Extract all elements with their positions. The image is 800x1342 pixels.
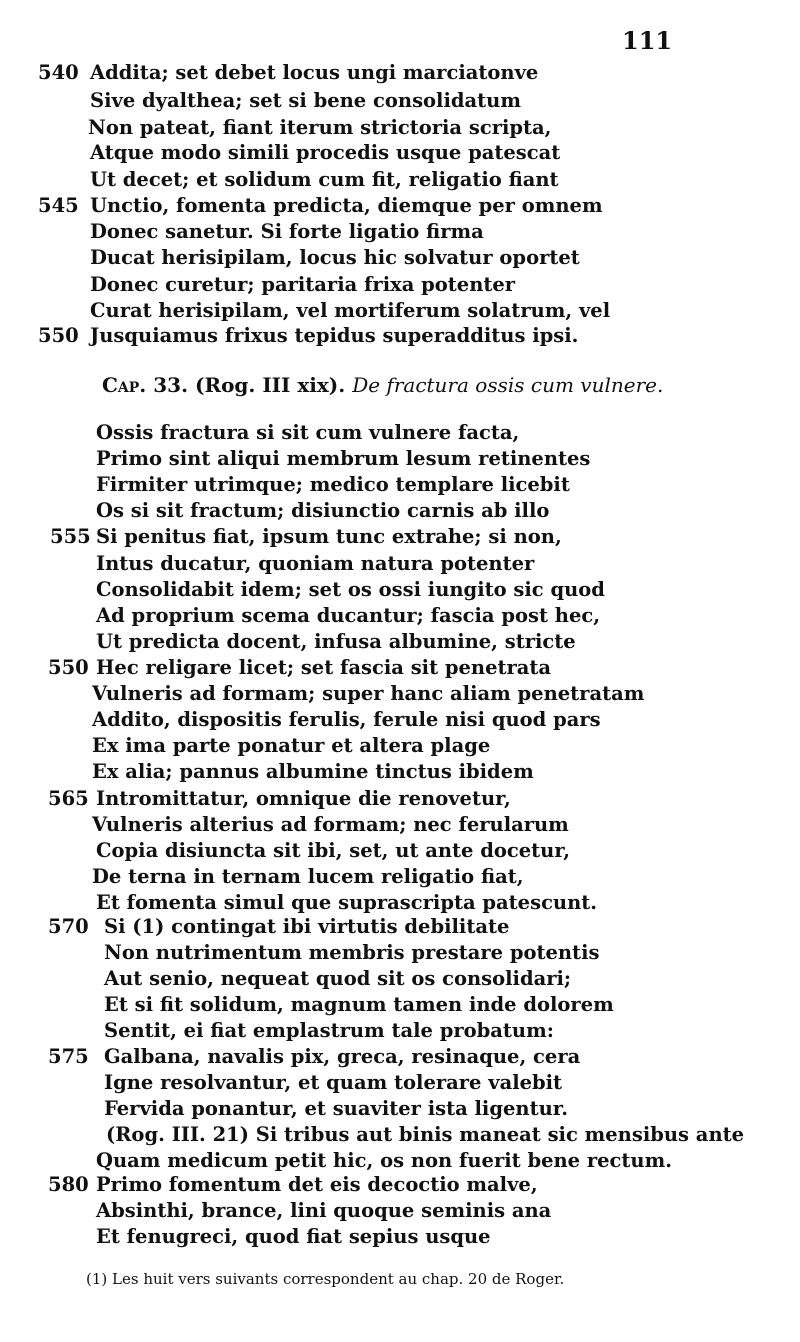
verse-line: [0, 681, 800, 707]
verse-text: Non nutrimentum membris prestare potentis: [104, 941, 600, 964]
chapter-number: Cap. 33.: [102, 373, 189, 397]
verse-text: Primo fomentum det eis decoctio malve,: [96, 1173, 538, 1196]
verse-text: Consolidabit idem; set os ossi iungito sic quod: [96, 578, 605, 601]
verse-text: Sentit, ei fiat emplastrum tale probatum:: [104, 1019, 554, 1042]
verse-line: [0, 420, 800, 446]
verse-line: [0, 577, 800, 603]
verse-line: [0, 167, 800, 193]
verse-line: [0, 193, 800, 219]
verse-line: [0, 992, 800, 1018]
verse-text: Os si sit fractum; disiunctio carnis ab illo: [96, 499, 550, 522]
verse-line: [0, 472, 800, 498]
verse-text: Donec sanetur. Si forte ligatio firma: [90, 220, 484, 243]
verse-text: (Rog. III. 21) Si tribus aut binis maneat sic mensibus ante: [106, 1123, 745, 1146]
verse-line: [0, 603, 800, 629]
verse-line: [0, 551, 800, 577]
verse-text: Et fenugreci, quod fiat sepius usque: [96, 1225, 491, 1248]
verse-text: Hec religare licet; set fascia sit penetrata: [96, 656, 552, 679]
verse-text: Ad proprium scema ducantur; fascia post hec,: [96, 604, 601, 627]
verse-line: [0, 60, 800, 86]
verse-text: Vulneris alterius ad formam; nec ferularum: [92, 813, 569, 836]
verse-text: Intromittatur, omnique die renovetur,: [96, 787, 511, 810]
verse-text: Et si fit solidum, magnum tamen inde dolorem: [104, 993, 614, 1016]
verse-text: Vulneris ad formam; super hanc aliam penetratam: [92, 682, 645, 705]
verse-text: Galbana, navalis pix, greca, resinaque, cera: [104, 1045, 581, 1068]
line-number: 550: [48, 656, 89, 679]
verse-line: [0, 1096, 800, 1122]
verse-line: [0, 914, 800, 940]
verse-line: [0, 786, 800, 812]
verse-line: [0, 1122, 800, 1148]
verse-line: [0, 812, 800, 838]
verse-line: [0, 1018, 800, 1044]
verse-text: Aut senio, nequeat quod sit os consolidari;: [104, 967, 572, 990]
chapter-reference: (Rog. III xix).: [188, 373, 353, 397]
verse-line: [0, 88, 800, 114]
verse-line: [0, 140, 800, 166]
verse-line: [0, 629, 800, 655]
verse-line: [0, 524, 800, 550]
verse-text: Ut predicta docent, infusa albumine, stricte: [96, 630, 576, 653]
verse-text: Firmiter utrimque; medico templare licebit: [96, 473, 570, 496]
verse-line: [0, 498, 800, 524]
verse-text: Atque modo simili procedis usque patescat: [90, 141, 561, 164]
verse-line: [0, 864, 800, 890]
verse-text: Absinthi, brance, lini quoque seminis ana: [96, 1199, 552, 1222]
line-number: 570: [48, 915, 89, 938]
line-number: 580: [48, 1173, 89, 1196]
verse-text: Si (1) contingat ibi virtutis debilitate: [104, 915, 510, 938]
verse-text: Unctio, fomenta predicta, diemque per omnem: [90, 194, 603, 217]
verse-line: [0, 966, 800, 992]
verse-line: [0, 733, 800, 759]
verse-text: Addito, dispositis ferulis, ferule nisi quod pars: [92, 708, 601, 731]
line-number: 545: [38, 194, 79, 217]
line-number: 575: [48, 1045, 89, 1068]
verse-text: Curat herisipilam, vel mortiferum solatrum, vel: [90, 299, 611, 322]
verse-line: [0, 759, 800, 785]
verse-line: [0, 1198, 800, 1224]
verse-text: Ducat herisipilam, locus hic solvatur oportet: [90, 246, 580, 269]
verse-text: Quam medicum petit hic, os non fuerit bene rectum.: [96, 1149, 673, 1172]
verse-line: [0, 298, 800, 324]
verse-line: [0, 1148, 800, 1174]
line-number: 555: [50, 525, 91, 548]
verse-text: Non pateat, fiant iterum strictoria scripta,: [88, 116, 552, 139]
verse-text: Intus ducatur, quoniam natura potenter: [96, 552, 535, 575]
verse-line: [0, 707, 800, 733]
verse-line: [0, 1224, 800, 1250]
chapter-heading: [102, 372, 663, 398]
page-number: 111: [622, 26, 673, 55]
verse-line: [0, 446, 800, 472]
verse-line: [0, 655, 800, 681]
verse-line: [0, 219, 800, 245]
verse-line: [0, 323, 800, 349]
verse-text: Fervida ponantur, et suaviter ista ligentur.: [104, 1097, 569, 1120]
verse-text: Ex alia; pannus albumine tinctus ibidem: [92, 760, 534, 783]
verse-text: Ossis fractura si sit cum vulnere facta,: [96, 421, 520, 444]
verse-text: Copia disiuncta sit ibi, set, ut ante docetur,: [96, 839, 570, 862]
verse-line: [0, 1044, 800, 1070]
verse-line: [0, 838, 800, 864]
footnote: (1) Les huit vers suivants correspondent au chap. 20 de Roger.: [86, 1270, 565, 1288]
verse-text: Ex ima parte ponatur et altera plage: [92, 734, 491, 757]
verse-text: Addita; set debet locus ungi marciatonve: [90, 61, 539, 84]
verse-text: Donec curetur; paritaria frixa potenter: [90, 273, 516, 296]
verse-text: Ut decet; et solidum cum fit, religatio fiant: [90, 168, 559, 191]
verse-text: Si penitus fiat, ipsum tunc extrahe; si non,: [96, 525, 562, 548]
line-number: 565: [48, 787, 89, 810]
verse-text: De terna in ternam lucem religatio fiat,: [92, 865, 524, 888]
verse-text: Jusquiamus frixus tepidus superadditus ipsi.: [90, 324, 579, 347]
verse-text: Sive dyalthea; set si bene consolidatum: [90, 89, 521, 112]
verse-line: [0, 245, 800, 271]
verse-line: [0, 890, 800, 916]
verse-line: [0, 272, 800, 298]
chapter-title: De fractura ossis cum vulnere.: [352, 373, 664, 397]
verse-text: Igne resolvantur, et quam tolerare valebit: [104, 1071, 563, 1094]
verse-text: Primo sint aliqui membrum lesum retinentes: [96, 447, 591, 470]
line-number: 550: [38, 324, 79, 347]
verse-line: [0, 940, 800, 966]
verse-text: Et fomenta simul que suprascripta patescunt.: [96, 891, 598, 914]
verse-line: [0, 115, 800, 141]
verse-line: [0, 1172, 800, 1198]
line-number: 540: [38, 61, 79, 84]
verse-line: [0, 1070, 800, 1096]
